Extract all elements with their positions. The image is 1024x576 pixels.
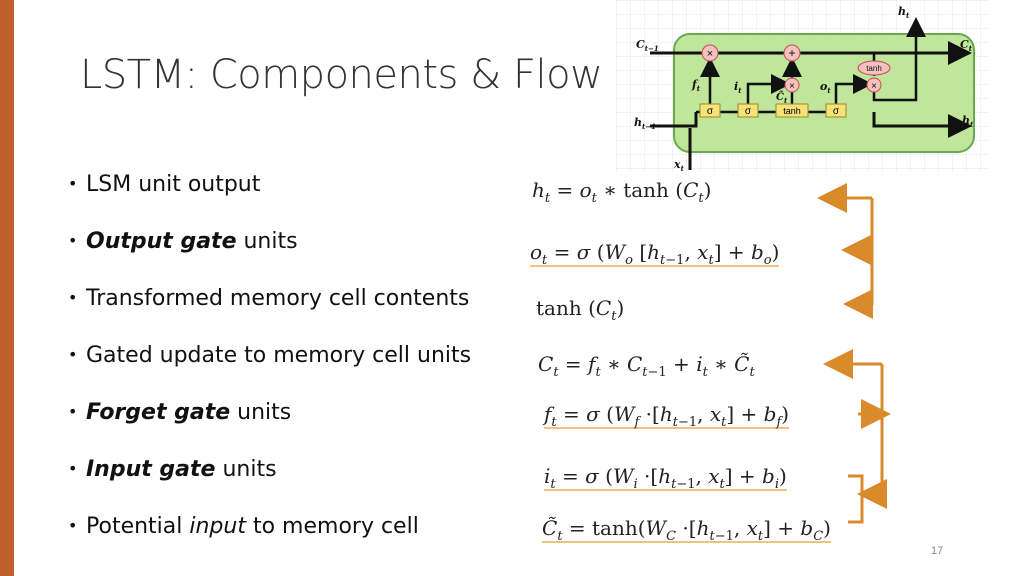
- svg-text:×: ×: [706, 48, 714, 60]
- page-number: 17: [931, 545, 944, 557]
- bracket-top: [852, 198, 872, 304]
- equation-cell-update: $C_t = f_t$ ∗ $C_{t-1} + i_t$ ∗ $C̃_t$: [538, 352, 755, 380]
- bullet-output-gate: • Output gate units: [68, 229, 298, 254]
- equation-hidden-output: $h_t = o_t$ ∗ $\tanh (C_t)$: [532, 178, 712, 206]
- equation-transformed-cell: $\tanh (C_t)$: [536, 296, 625, 324]
- lstm-cell-diagram: [616, 0, 988, 172]
- label-i: $i_t$: [734, 80, 742, 95]
- bullet-gated-update: • Gated update to memory cell units: [68, 343, 472, 368]
- bracket-bottom: [866, 364, 882, 494]
- slide-title: LSTM: Components & Flow: [80, 52, 603, 98]
- label-f: $f_t$: [692, 78, 700, 93]
- equation-input-gate: $i_t = \sigma$ ($W_i \cdot[h_{t-1}$, $x_t] + b_i$): [544, 464, 787, 492]
- svg-text:×: ×: [871, 81, 877, 92]
- accent-side-bar: [0, 0, 14, 576]
- equation-candidate-cell: $C̃_t = \tanh(W_C \cdot[h_{t-1}$, $x_t] + b_C$): [542, 516, 831, 544]
- label-c-next: $C_t$: [960, 38, 972, 53]
- svg-text:×: ×: [789, 81, 795, 92]
- svg-text:tanh: tanh: [866, 64, 882, 73]
- bullet-potential-input: • Potential input to memory cell: [68, 514, 419, 539]
- svg-text:σ: σ: [706, 106, 714, 117]
- bullet-transformed-memory: • Transformed memory cell contents: [68, 286, 470, 311]
- label-c-prev: $C_{t-1}$: [636, 38, 659, 53]
- bullet-input-gate: • Input gate units: [68, 457, 277, 482]
- label-h-next: $h_t$: [962, 114, 974, 129]
- bullet-forget-gate: • Forget gate units: [68, 400, 292, 425]
- svg-text:tanh: tanh: [783, 106, 801, 116]
- equation-output-gate: $o_t = \sigma$ ($W_o$ [$h_{t-1}$, $x_t] + b_o$): [530, 240, 780, 268]
- label-ctilde: $C̃_t$: [776, 92, 788, 105]
- equation-forget-gate: $f_t = \sigma$ ($W_f \cdot[h_{t-1}$, $x_t] + b_f$): [544, 402, 790, 430]
- label-h-top: $h_t$: [898, 5, 910, 20]
- bullet-lsm-unit-output: • LSM unit output: [68, 172, 261, 197]
- svg-text:σ: σ: [744, 106, 752, 117]
- svg-text:+: +: [788, 46, 796, 60]
- label-x: $x_t$: [674, 158, 684, 172]
- label-h-prev: $h_{t-1}$: [634, 116, 656, 131]
- label-o: $o_t$: [820, 80, 831, 95]
- svg-text:σ: σ: [832, 106, 840, 117]
